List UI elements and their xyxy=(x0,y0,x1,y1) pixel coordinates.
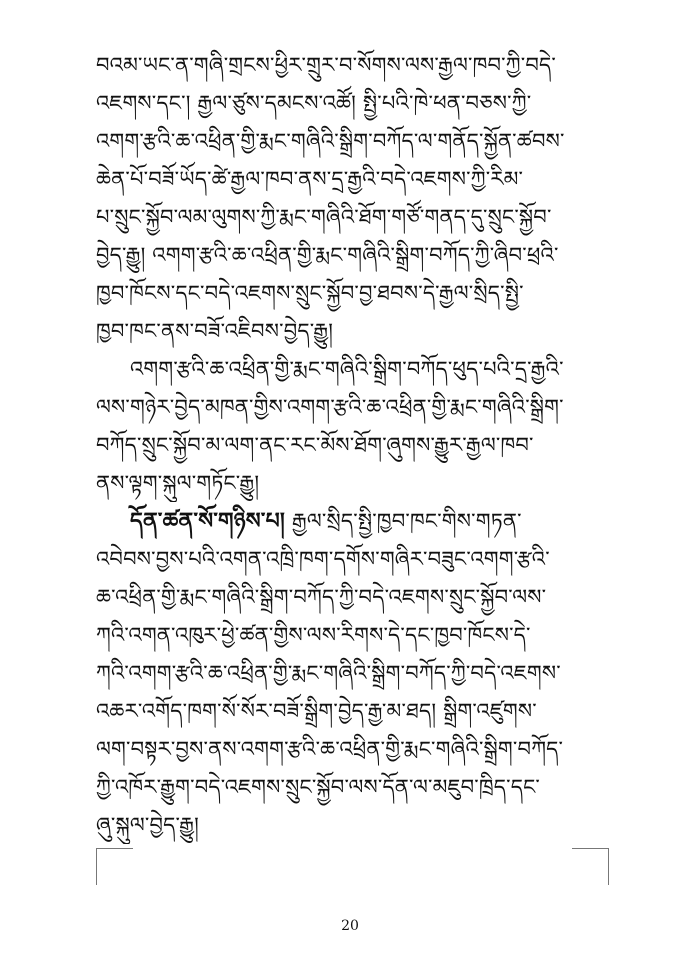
text-line: ཆེན་པོ་བཟོ་ཡོད་ཚེ་རྒྱལ་ཁབ་ནས་དྲ་རྒྱའི་བདེ་འཇགས་ཀྱི་རིམ་ xyxy=(96,167,524,191)
text-line: ལག་བསྟར་བྱས་ནས་འགག་རྩའི་ཆ་འཕྲིན་གྱི་རྨང་གཞིའི་སྒྲིག་བཀོད་ xyxy=(96,737,564,761)
text-line: འབེབས་བྱས་པའི་འགན་འཁྲི་ཁག་དགོས་གཞིར་བཟུང་འགག་རྩའི་ xyxy=(96,547,550,571)
text-line: ལས་གཉེར་བྱེད་མཁན་གྱིས་འགག་རྩའི་ཆ་འཕྲིན་གྱི་རྨང་གཞིའི་སྒྲིག་ xyxy=(96,395,564,419)
text-line: འཆར་འགོད་ཁག་སོ་སོར་བཟོ་སྒྲིག་བྱེད་རྒྱ་མ་ཐད། སྒྲིག་འཛུགས་ xyxy=(96,699,537,723)
text-line: ནས་ལྟག་སྐུལ་གཏོང་རྒྱུ། xyxy=(96,471,260,495)
text-line: པ་སྲུང་སྐྱོབ་ལམ་ལུགས་ཀྱི་རྨང་གཞིའི་ཐོག་གཙོ་གནད་དུ་སྲུང་སྐྱོབ་ xyxy=(96,205,552,229)
text-line: ཁྱབ་ཁང་ནས་བཟོ་འཇིབས་བྱེད་རྒྱུ། xyxy=(96,319,334,343)
text-line: འཇགས་དང་། རྒྱལ་ཙུས་དམངས་འཚོ། སྤྱི་པའི་ཁེ་ཕན་བཅས་ཀྱི་ xyxy=(96,91,532,115)
page-number: 20 xyxy=(341,918,359,934)
text-line: འགག་རྩའི་ཆ་འཕྲིན་གྱི་རྨང་གཞིའི་སྒྲིག་བཀོད་ལ་གནོད་སྐྱོན་ཚབས་ xyxy=(96,129,565,153)
text-line: འགག་རྩའི་ཆ་འཕྲིན་གྱི་རྨང་གཞིའི་སྒྲིག་བཀོད་ཕུད་པའི་དྲ་རྒྱའི་ xyxy=(130,357,564,381)
text-line: བཀོད་སྲུང་སྐྱོབ་མ་ལག་ནང་རང་མོས་ཐོག་ཞུགས་རྒྱུར་རྒྱལ་ཁབ་ xyxy=(96,433,534,457)
text-line: ཀའི་འགན་འཁུར་ཕྱེ་ཚན་གྱིས་ལས་རིགས་དེ་དང་ཁྱབ་ཁོངས་དེ་ xyxy=(96,623,531,647)
text-line: བའམ་ཡང་ན་གཞི་གྲངས་ཕྱིར་གྲུར་བ་སོགས་ལས་རྒྱལ་ཁབ་ཀྱི་བདེ་ xyxy=(96,53,556,77)
text-line: ཀའི་འགག་རྩའི་ཆ་འཕྲིན་གྱི་རྨང་གཞིའི་སྒྲིག་བཀོད་ཀྱི་བདེ་འཇགས་ xyxy=(96,661,561,685)
text-line: ཞུ་སྐུལ་བྱེད་རྒྱུ། xyxy=(96,813,199,837)
text-line: བྱེད་རྒྱུ། འགག་རྩའི་ཆ་འཕྲིན་གྱི་རྨང་གཞིའི་སྒྲིག་བཀོད་ཀྱི་ཞིབ་ཕྲའི་ xyxy=(96,243,559,267)
body-text xyxy=(96,46,620,844)
text-line: ཁྱབ་ཁོངས་དང་བདེ་འཇགས་སྲུང་སྐྱོབ་བྱ་ཐབས་དེ་རྒྱལ་སྲིད་སྤྱི་ xyxy=(96,281,524,305)
article-heading: དོན་ཚན་སོ་གཉིས་པ། xyxy=(130,508,285,534)
text-line: ཆ་འཕྲིན་གྱི་རྨང་གཞིའི་སྒྲིག་བཀོད་ཀྱི་བདེ་འཇགས་སྲུང་སྐྱོབ་ལས་ xyxy=(96,585,547,609)
article-first-line xyxy=(96,502,620,540)
article-first-line-text: རྒྱལ་སྲིད་སྤྱི་ཁྱབ་ཁང་གིས་གཏན་ xyxy=(284,509,522,533)
text-line: ཀྱི་འཁོར་རྒྱུག་བདེ་འཇགས་སྲུང་སྐྱོབ་ལས་དོན་ལ་མཇུབ་ཁྲིད་དང་ xyxy=(96,775,541,799)
crop-mark-left xyxy=(96,848,133,885)
crop-mark-right xyxy=(572,848,609,885)
